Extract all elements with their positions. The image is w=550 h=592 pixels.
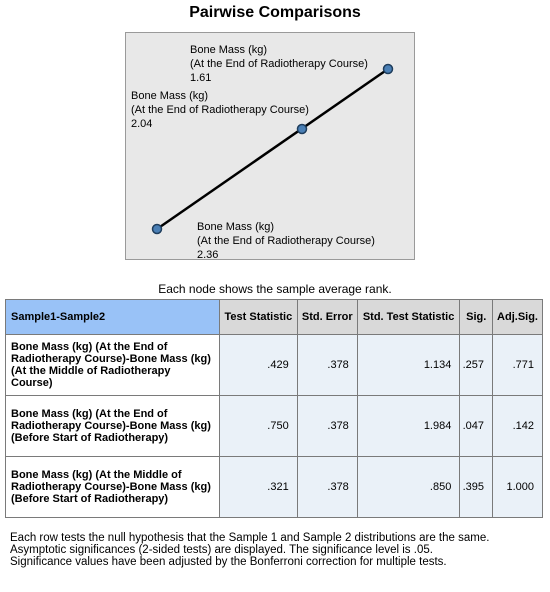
cell-std-error: .378 xyxy=(297,457,357,518)
cell-test-statistic: .429 xyxy=(220,335,298,396)
table-row xyxy=(6,396,543,457)
footnote-bonferroni: Significance values have been adjusted by the Bonferroni correction for multiple tests. xyxy=(10,556,447,568)
node-rank-value: 1.61 xyxy=(190,72,212,84)
table-row xyxy=(6,457,543,518)
node-label-bottom xyxy=(197,220,375,262)
graph-caption: Each node shows the sample average rank. xyxy=(158,282,392,296)
col-header-std-error: Std. Error xyxy=(297,300,357,335)
comparison-graph xyxy=(125,32,415,260)
cell-std-test-statistic: 1.984 xyxy=(357,396,460,457)
cell-std-error: .378 xyxy=(297,335,357,396)
col-header-adj-sig: Adj.Sig. xyxy=(493,300,543,335)
footnote-asymptotic: Asymptotic significances (2-sided tests) are displayed. The significance level is .05. xyxy=(10,544,433,556)
cell-adj-sig: .771 xyxy=(493,335,543,396)
cell-std-test-statistic: .850 xyxy=(357,457,460,518)
col-header-sample-pair: Sample1-Sample2 xyxy=(6,300,220,335)
node-label-top xyxy=(190,43,368,85)
node-label-line2: (At the End of Radiotherapy Course) xyxy=(131,104,309,116)
node-rank-value: 2.04 xyxy=(131,118,153,130)
comparisons-table xyxy=(5,299,543,518)
node-rank-value: 2.36 xyxy=(197,249,219,261)
col-header-test-statistic: Test Statistic xyxy=(220,300,298,335)
col-header-std-test-statistic: Std. Test Statistic xyxy=(357,300,460,335)
table-row xyxy=(6,335,543,396)
cell-std-test-statistic: 1.134 xyxy=(357,335,460,396)
row-label: Bone Mass (kg) (At the End of Radiotherapy Course)-Bone Mass (kg) (Before Start of Radiotherapy) xyxy=(6,396,220,457)
cell-adj-sig: 1.000 xyxy=(493,457,543,518)
table-header-row xyxy=(6,300,543,335)
node-label-middle xyxy=(131,89,309,131)
cell-test-statistic: .750 xyxy=(220,396,298,457)
page-title: Pairwise Comparisons xyxy=(189,4,361,21)
cell-sig: .395 xyxy=(460,457,493,518)
node-label-line1: Bone Mass (kg) xyxy=(197,221,275,233)
footnote-null-hypothesis: Each row tests the null hypothesis that the Sample 1 and Sample 2 distributions are the same. xyxy=(10,532,490,544)
table-footnotes xyxy=(10,532,540,568)
node-label-line2: (At the End of Radiotherapy Course) xyxy=(190,58,368,70)
cell-std-error: .378 xyxy=(297,396,357,457)
node-label-line2: (At the End of Radiotherapy Course) xyxy=(197,235,375,247)
row-label: Bone Mass (kg) (At the End of Radiotherapy Course)-Bone Mass (kg) (At the Middle of Radiotherapy Course) xyxy=(6,335,220,396)
row-label: Bone Mass (kg) (At the Middle of Radiotherapy Course)-Bone Mass (kg) (Before Start of Radiotherapy) xyxy=(6,457,220,518)
node-label-line1: Bone Mass (kg) xyxy=(131,90,209,102)
node-label-line1: Bone Mass (kg) xyxy=(190,44,268,56)
graph-node-top xyxy=(384,65,393,74)
cell-sig: .257 xyxy=(460,335,493,396)
col-header-sig: Sig. xyxy=(460,300,493,335)
graph-node-bottom xyxy=(153,225,162,234)
cell-adj-sig: .142 xyxy=(493,396,543,457)
cell-sig: .047 xyxy=(460,396,493,457)
cell-test-statistic: .321 xyxy=(220,457,298,518)
